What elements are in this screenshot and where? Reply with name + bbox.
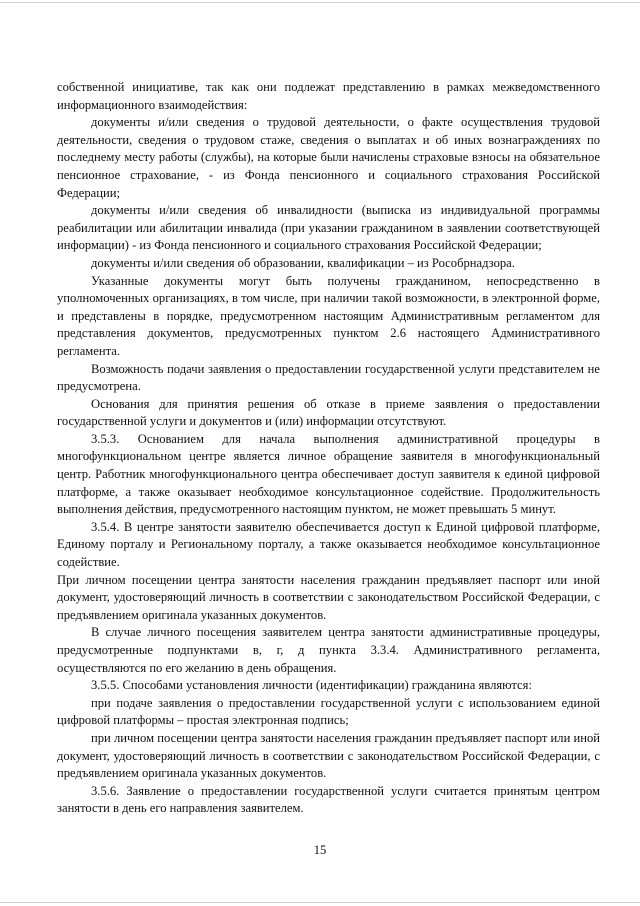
paragraph-10: При личном посещении центра занятости населения гражданин предъявляет паспорт или иной документ, удостоверяющий личность в соответствии с законодательством Российской Федерации, с предъявлением оригинала указанных документов. <box>57 572 600 622</box>
paragraph-4: документы и/или сведения об образовании, квалификации – из Рособрнадзора. <box>91 255 515 270</box>
paragraph-15: 3.5.6. Заявление о предоставлении государственной услуги считается принятым центром занятости в день его направления заявителем. <box>57 783 600 816</box>
paragraph-13: при подаче заявления о предоставлении государственной услуги с использованием единой цифровой платформы – простая электронная подпись; <box>57 695 600 728</box>
paragraph-8: 3.5.3. Основанием для начала выполнения административной процедуры в многофункциональном центре является личное обращение заявителя в многофункциональный центр. Работник многофункционального центра обеспечивает доступ заявителя к единой цифровой платформе, а также оказывает необходимое консультационное содействие. Продолжительность выполнения действия, предусмотренного настоящим пунктом, не может превышать 5 минут. <box>57 431 600 517</box>
page-number: 15 <box>313 843 327 857</box>
paragraph-14: при личном посещении центра занятости населения гражданин предъявляет паспорт или иной документ, удостоверяющий личность в соответствии с законодательством Российской Федерации, с предъявлением оригинала указанных документов. <box>57 730 600 781</box>
paragraph-12: 3.5.5. Способами установления личности (идентификации) гражданина являются: <box>91 678 532 693</box>
paragraph-9: 3.5.4. В центре занятости заявителю обеспечивается доступ к Единой цифровой платформе, Единому порталу и Региональному порталу, а также оказывается необходимое консультационное содействие. <box>57 519 600 570</box>
scan-edge-bottom <box>0 902 640 903</box>
paragraph-3: документы и/или сведения об инвалидности (выписка из индивидуальной программы реабилитации или абилитации инвалида (при указании гражданином в заявлении соответствующей информации) - из Фонда пенсионного и социального страхования Российской Федерации; <box>57 203 600 253</box>
document-body <box>57 79 600 818</box>
scan-edge-top <box>0 2 640 3</box>
paragraph-2: документы и/или сведения о трудовой деятельности, о факте осуществления трудовой деятельности, сведения о трудовом стаже, сведения о выплатах и об иных вознаграждениях по последнему месту работы (службы), на которые были начислены страховые взносы на обязательное пенсионное страхование, - из Фонда пенсионного и социального страхования Российской Федерации; <box>57 115 600 200</box>
paragraph-7: Основания для принятия решения об отказе в приеме заявления о предоставлении государственной услуги и документов и (или) информации отсутствуют. <box>57 396 600 429</box>
paragraph-1: собственной инициативе, так как они подлежат представлению в рамках межведомственного информационного взаимодействия: <box>57 80 600 112</box>
paragraph-5: Указанные документы могут быть получены гражданином, непосредственно в уполномоченных организациях, в том числе, при наличии такой возможности, в электронной форме, и представлены в порядке, предусмотренном настоящим Административным регламентом для представления документов, предусмотренных пунктом 2.6 настоящего Административного регламента. <box>57 273 600 358</box>
paragraph-11: В случае личного посещения заявителем центра занятости административные процедуры, предусмотренные подпунктами в, г, д пункта 3.3.4. Административного регламента, осуществляются по его желанию в день обращения. <box>57 625 600 675</box>
paragraph-6: Возможность подачи заявления о предоставлении государственной услуги представителем не предусмотрена. <box>57 361 600 394</box>
